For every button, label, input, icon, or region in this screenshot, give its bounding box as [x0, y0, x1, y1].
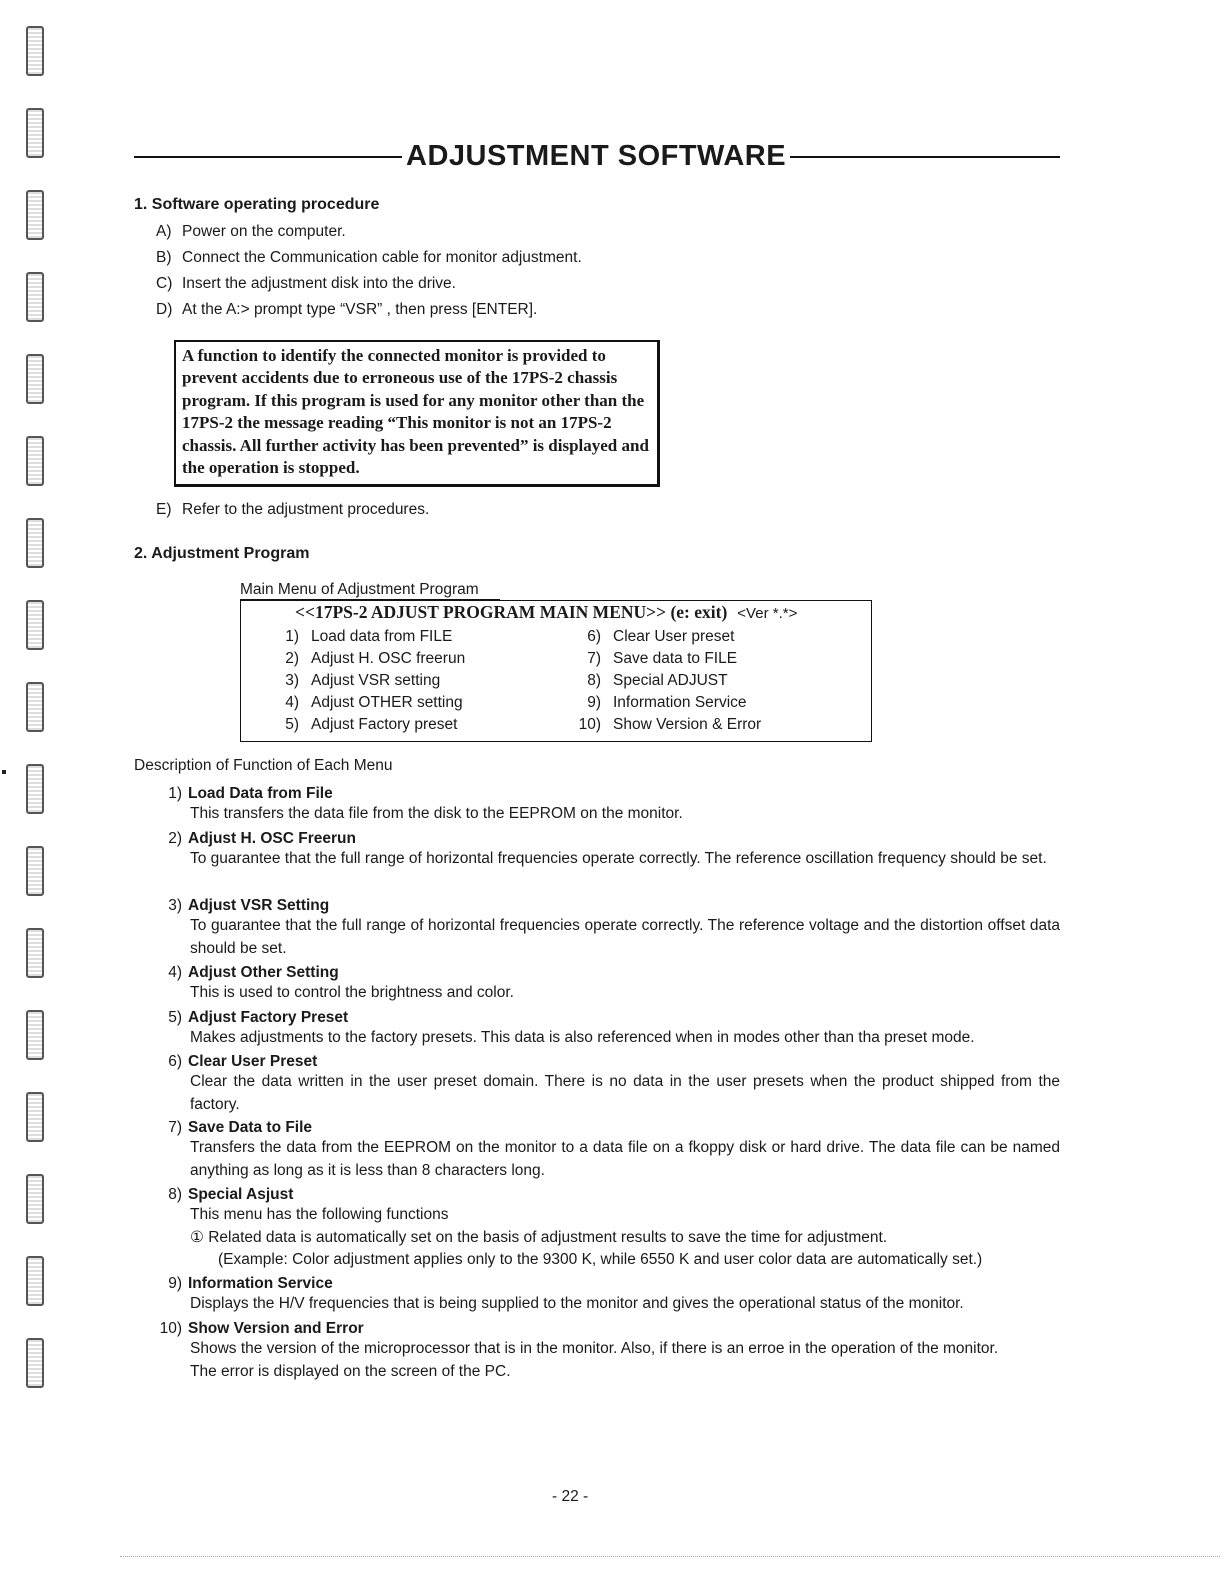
- description-number: 4): [168, 964, 182, 981]
- section2-heading: 2. Adjustment Program: [134, 545, 310, 562]
- step-text: Power on the computer.: [182, 223, 346, 240]
- menu-item-label: Save data to FILE: [613, 650, 738, 667]
- binder-hole: [26, 354, 44, 404]
- binder-hole: [26, 682, 44, 732]
- description-title: Special Asjust: [188, 1186, 294, 1203]
- menu-title: [295, 602, 797, 623]
- menu-item-label: Adjust H. OSC freerun: [311, 650, 466, 667]
- warning-notice-box: A function to identify the connected monitor is provided to prevent accidents due to erroneous use of the 17PS-2 chassis program. If this program is used for any monitor other than the 17PS-2 the message reading “This monitor is not an 17PS-2 chassis. All further activity has been prevented” is displayed and the operation is stopped.: [174, 340, 660, 487]
- step-b: [156, 249, 582, 267]
- menu-item-label: Adjust Factory preset: [311, 716, 458, 733]
- menu-item-number: 1): [285, 628, 299, 645]
- description-item: [150, 897, 1060, 960]
- binder-hole: [26, 272, 44, 322]
- page-title: ADJUSTMENT SOFTWARE: [406, 140, 787, 172]
- description-number: 5): [168, 1009, 182, 1026]
- step-label: C): [156, 275, 173, 292]
- binder-hole: [26, 1010, 44, 1060]
- step-c: [156, 275, 456, 293]
- description-item: [150, 1275, 1060, 1316]
- main-menu-box: [240, 600, 872, 742]
- menu-item: [571, 628, 734, 646]
- section1-heading: 1. Software operating procedure: [134, 196, 380, 213]
- step-text: Insert the adjustment disk into the drive.: [182, 275, 456, 292]
- description-item: [150, 1053, 1060, 1116]
- description-number: 7): [168, 1119, 182, 1136]
- description-title: Adjust Other Setting: [188, 964, 339, 981]
- menu-item-number: 7): [587, 650, 601, 667]
- description-body: Shows the version of the microprocessor that is in the monitor. Also, if there is an erroe in the operation of the monitor.: [190, 1340, 999, 1357]
- binder-hole: [26, 846, 44, 896]
- description-title: Adjust VSR Setting: [188, 897, 330, 914]
- description-item: [150, 1320, 1060, 1383]
- binder-hole: [26, 764, 44, 814]
- menu-item-label: Adjust OTHER setting: [311, 694, 463, 711]
- menu-item-number: 4): [285, 694, 299, 711]
- description-body: ① Related data is automatically set on the basis of adjustment results to save the time for adjustment.: [190, 1228, 888, 1246]
- menu-item-label: Special ADJUST: [613, 672, 728, 689]
- binder-hole: [26, 1338, 44, 1388]
- description-number: 2): [168, 830, 182, 847]
- description-note: (Example: Color adjustment applies only to the 9300 K, while 6550 K and user color data are automatically set.): [218, 1251, 983, 1268]
- description-title: Adjust Factory Preset: [188, 1009, 349, 1026]
- margin-mark: [2, 770, 6, 774]
- description-title: Information Service: [188, 1275, 333, 1292]
- menu-item-label: Information Service: [613, 694, 747, 711]
- description-title: Save Data to File: [188, 1119, 313, 1136]
- step-label: E): [156, 501, 172, 518]
- description-title: Load Data from File: [188, 785, 333, 802]
- description-item: [150, 1119, 1060, 1182]
- menu-version: <Ver *.*>: [737, 605, 798, 622]
- description-body: Clear the data written in the user preset domain. There is no data in the user presets when the product shipped from the factory.: [190, 1073, 1060, 1113]
- description-body: The error is displayed on the screen of the PC.: [190, 1362, 511, 1380]
- description-title: Show Version and Error: [188, 1320, 364, 1337]
- menu-item: [571, 672, 728, 690]
- menu-item: [269, 672, 440, 690]
- step-text: Connect the Communication cable for monitor adjustment.: [182, 249, 582, 266]
- title-rule-right: [790, 156, 1060, 158]
- description-item: [150, 830, 1060, 871]
- menu-item-number: 6): [587, 628, 601, 645]
- step-label: B): [156, 249, 172, 266]
- menu-item-number: 10): [578, 716, 601, 733]
- binder-hole: [26, 190, 44, 240]
- description-body: Displays the H/V frequencies that is being supplied to the monitor and gives the operational status of the monitor.: [190, 1295, 964, 1312]
- menu-item-number: 3): [285, 672, 299, 689]
- description-body: Transfers the data from the EEPROM on the monitor to a data file on a fkoppy disk or hard drive. The data file can be named anything as long as it is less than 8 characters long.: [190, 1139, 1060, 1179]
- menu-item-label: Adjust VSR setting: [311, 672, 441, 689]
- step-text: Refer to the adjustment procedures.: [182, 501, 430, 518]
- menu-item-number: 5): [285, 716, 299, 733]
- description-title: Adjust H. OSC Freerun: [188, 830, 356, 847]
- binder-hole: [26, 1174, 44, 1224]
- description-number: 6): [168, 1053, 182, 1070]
- description-item: [150, 964, 1060, 1005]
- menu-item-number: 2): [285, 650, 299, 667]
- step-text: At the A:> prompt type “VSR” , then press [ENTER].: [182, 301, 538, 318]
- step-e: [156, 501, 429, 519]
- page-number: - 22 -: [552, 1488, 589, 1505]
- description-number: 1): [168, 785, 182, 802]
- description-body: Makes adjustments to the factory presets. This data is also referenced when in modes other than tha preset mode.: [190, 1029, 975, 1046]
- binder-hole: [26, 1092, 44, 1142]
- menu-item-label: Show Version & Error: [613, 716, 762, 733]
- description-item: [150, 1009, 1060, 1050]
- menu-caption: Main Menu of Adjustment Program: [240, 581, 500, 600]
- menu-item: [269, 694, 463, 712]
- description-body: To guarantee that the full range of horizontal frequencies operate correctly. The reference oscillation frequency should be set.: [190, 850, 1047, 867]
- menu-title-text: <<17PS-2 ADJUST PROGRAM MAIN MENU>> (e: exit): [295, 602, 728, 622]
- binder-hole: [26, 600, 44, 650]
- description-item: [150, 1186, 1060, 1272]
- menu-item-label: Load data from FILE: [311, 628, 453, 645]
- description-body: To guarantee that the full range of horizontal frequencies operate correctly. The reference voltage and the distortion offset data should be set.: [190, 917, 1060, 957]
- menu-item: [269, 628, 452, 646]
- description-body: This menu has the following functions: [190, 1206, 449, 1223]
- step-label: D): [156, 301, 173, 318]
- menu-item-label: Clear User preset: [613, 628, 735, 645]
- title-rule-left: [134, 156, 402, 158]
- binder-edge: [22, 26, 46, 1420]
- binder-hole: [26, 518, 44, 568]
- menu-item: [571, 694, 747, 712]
- menu-item-number: 9): [587, 694, 601, 711]
- binder-hole: [26, 1256, 44, 1306]
- menu-item: [269, 716, 457, 734]
- binder-hole: [26, 928, 44, 978]
- description-title: Clear User Preset: [188, 1053, 318, 1070]
- step-label: A): [156, 223, 172, 240]
- step-d: [156, 301, 537, 319]
- menu-item: [571, 716, 761, 734]
- binder-hole: [26, 108, 44, 158]
- binder-hole: [26, 26, 44, 76]
- description-number: 3): [168, 897, 182, 914]
- scan-edge-line: [120, 1556, 1220, 1557]
- menu-item: [269, 650, 465, 668]
- description-number: 8): [168, 1186, 182, 1203]
- description-body: This transfers the data file from the disk to the EEPROM on the monitor.: [190, 805, 683, 822]
- binder-hole: [26, 436, 44, 486]
- description-number: 10): [159, 1320, 182, 1337]
- menu-item-number: 8): [587, 672, 601, 689]
- menu-item: [571, 650, 737, 668]
- description-body: This is used to control the brightness and color.: [190, 984, 514, 1001]
- descriptions-heading: Description of Function of Each Menu: [134, 757, 393, 774]
- step-a: [156, 223, 346, 241]
- description-number: 9): [168, 1275, 182, 1292]
- description-item: [150, 785, 1060, 826]
- page-title-row: [134, 140, 1060, 173]
